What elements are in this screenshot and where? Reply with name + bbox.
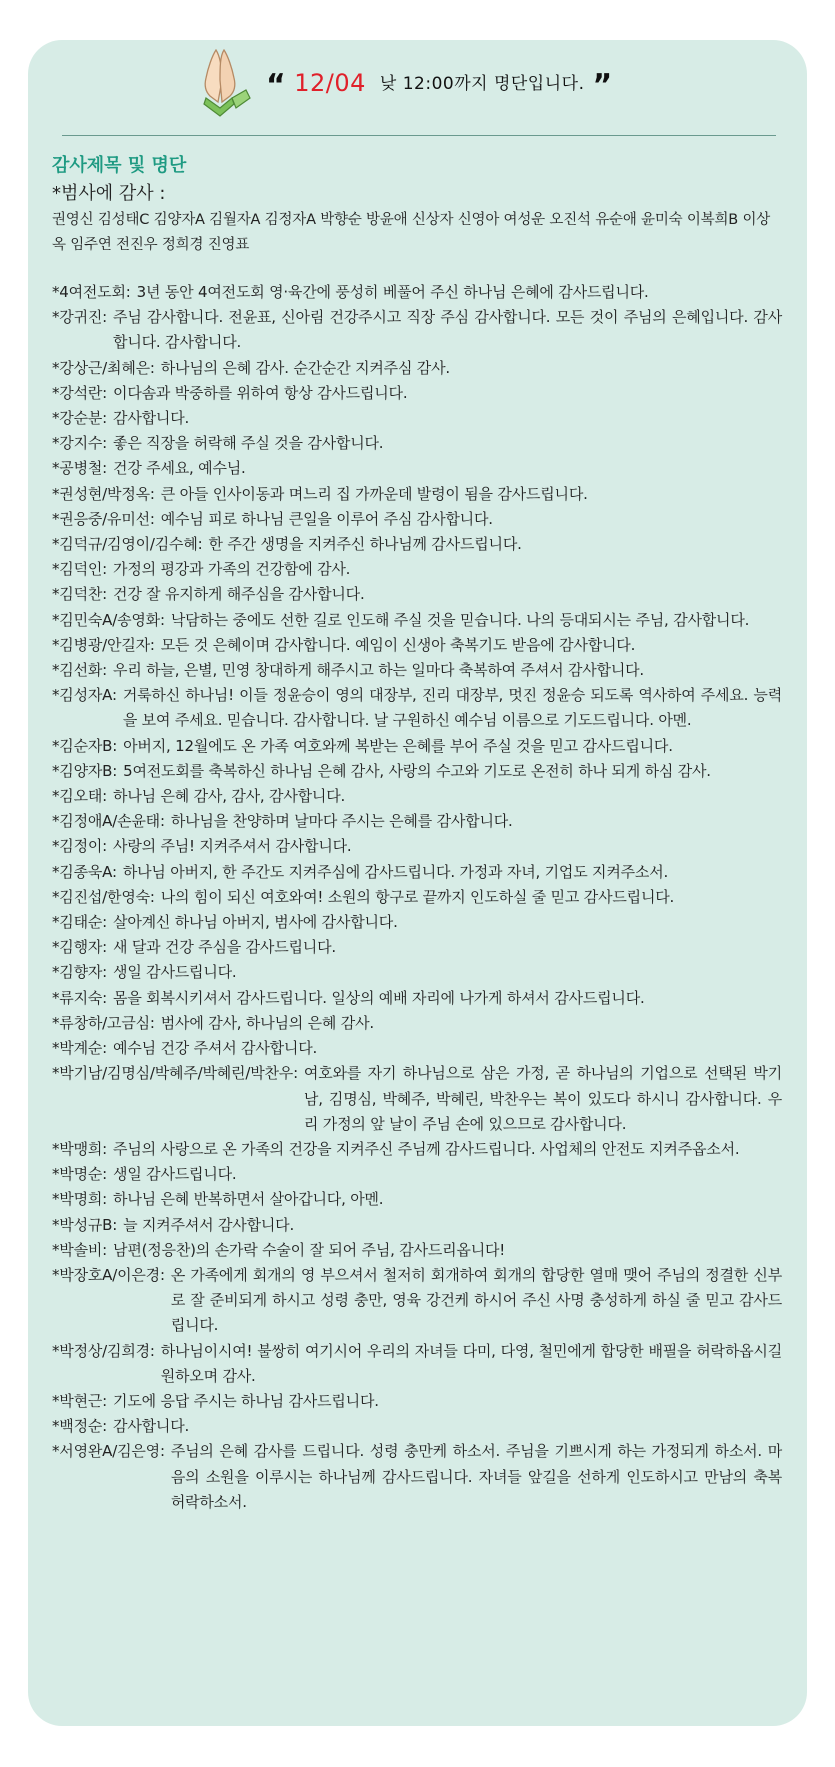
- entry-name: *박성규B:: [52, 1215, 118, 1234]
- prayer-entry: [52, 734, 782, 759]
- header: [28, 40, 807, 135]
- entry-name: *박장호A/이은경:: [52, 1265, 165, 1284]
- entry-name: *권응중/유미선:: [52, 509, 155, 528]
- prayer-entry: [52, 456, 782, 481]
- deadline-text: 낮 12:00까지 명단입니다.: [379, 74, 585, 94]
- prayer-entry: [52, 305, 782, 355]
- deadline-notice: [258, 68, 621, 103]
- entry-message: 하나님을 찬양하며 날마다 주시는 은혜를 감사합니다.: [170, 812, 513, 831]
- prayer-entry: [52, 482, 782, 507]
- entry-message: 주님의 은혜 감사를 드립니다. 성령 충만케 하소서. 주님을 기쁘시게 하는 가정되게 하소서. 마음의 소원을 이루시는 하나님께 감사드립니다. 자녀들 앞길을 선하게 인도하시고 만남의 축복 허락하소서.: [170, 1442, 782, 1511]
- prayer-entry: [52, 1389, 782, 1414]
- prayer-entry: [52, 1439, 782, 1515]
- prayer-entry: [52, 1263, 782, 1339]
- entry-message: 거룩하신 하나님! 이들 정윤승이 영의 대장부, 진리 대장부, 멋진 정윤승 되도록 역사하여 주세요. 능력을 보여 주세요. 믿습니다. 감사합니다. 날 구원하신 예수님 이름으로 기도드립니다. 아멘.: [122, 686, 782, 730]
- prayer-entry: [52, 1011, 782, 1036]
- prayer-entry: [52, 834, 782, 859]
- prayer-entry: [52, 1137, 782, 1162]
- entry-name: *김태순:: [52, 913, 108, 932]
- entry-name: *박기남/김명심/박혜주/박혜린/박찬우:: [52, 1064, 298, 1083]
- entry-message: 하나님이시여! 불쌍히 여기시어 우리의 자녀들 다미, 다영, 철민에게 합당한 배필을 허락하옵시길 원하오며 감사.: [160, 1341, 782, 1385]
- entry-name: *4여전도회:: [52, 283, 131, 301]
- entry-name: *박현근:: [52, 1391, 108, 1410]
- entry-name: *김민숙A/송영화:: [52, 610, 165, 629]
- section-subtitle: *범사에 감사 :: [52, 183, 166, 204]
- prayer-entry: [52, 507, 782, 532]
- entry-message: 5여전도회를 축복하신 하나님 은혜 감사, 사랑의 수고와 기도로 온전히 하나 되게 하심 감사.: [123, 761, 711, 780]
- entry-message: 3년 동안 4여전도회 영·육간에 풍성히 베풀어 주신 하나님 은혜에 감사드립니다.: [136, 283, 649, 301]
- prayer-entry: [52, 1061, 782, 1137]
- entry-name: *김오태:: [52, 787, 108, 806]
- entry-name: *김성자A:: [52, 686, 117, 705]
- entry-message: 나의 힘이 되신 여호와여! 소원의 항구로 끝까지 인도하실 줄 믿고 감사드립니다.: [160, 887, 675, 906]
- prayer-entry: [52, 935, 782, 960]
- entry-message: 남편(정응찬)의 손가락 수술이 잘 되어 주님, 감사드리옵니다!: [113, 1240, 506, 1259]
- thanks-names-list: 권영신 김성태C 김양자A 김월자A 김정자A 박향순 방윤애 신상자 신영아 여성운 오진석 유순애 윤미숙 이복희B 이상옥 임주연 전진우 정희경 진영표: [52, 212, 771, 253]
- prayer-entry: [52, 582, 782, 607]
- entry-message: 하나님 은혜 감사, 감사, 감사합니다.: [113, 787, 346, 806]
- entry-name: *강상근/최혜은:: [52, 358, 155, 377]
- prayer-entry: [52, 885, 782, 910]
- entry-message: 한 주간 생명을 지켜주신 하나님께 감사드립니다.: [208, 535, 522, 554]
- prayer-entry: [52, 759, 782, 784]
- prayer-entry: [52, 1238, 782, 1263]
- prayer-entry: [52, 910, 782, 935]
- entry-name: *박명순:: [52, 1165, 108, 1184]
- prayer-entry: [52, 986, 782, 1011]
- entry-name: *김순자B:: [52, 736, 118, 755]
- entry-message: 감사합니다.: [113, 409, 190, 428]
- entry-name: *김종욱A:: [52, 862, 117, 881]
- praying-hands-icon: [194, 46, 254, 118]
- section-title: 감사제목 및 명단: [52, 155, 187, 176]
- entry-name: *서영완A/김은영:: [52, 1442, 165, 1461]
- entry-message: 낙담하는 중에도 선한 길로 인도해 주실 것을 믿습니다. 나의 등대되시는 주님, 감사합니다.: [170, 610, 750, 629]
- entry-name: *강지수:: [52, 434, 108, 453]
- entry-name: *박맹희:: [52, 1139, 108, 1158]
- entry-name: *류지숙:: [52, 988, 108, 1007]
- entry-message: 범사에 감사, 하나님의 은혜 감사.: [160, 1013, 374, 1032]
- entry-message: 하나님 아버지, 한 주간도 지켜주심에 감사드립니다. 가정과 자녀, 기업도 지켜주소서.: [122, 862, 669, 881]
- entry-message: 온 가족에게 회개의 영 부으셔서 철저히 회개하여 회개의 합당한 열매 맺어 주님의 정결한 신부로 잘 준비되게 하시고 성령 충만, 영육 강건케 하시어 주신 사명 충성하게 하실 줄 믿고 감사드립니다.: [170, 1265, 782, 1335]
- entry-message: 사랑의 주님! 지켜주셔서 감사합니다.: [113, 837, 352, 856]
- prayer-entry: [52, 1414, 782, 1439]
- entry-message: 우리 하늘, 은별, 민영 창대하게 해주시고 하는 일마다 축복하여 주셔서 감사합니다.: [113, 661, 644, 680]
- prayer-entry: [52, 784, 782, 809]
- prayer-entry: [52, 1339, 782, 1389]
- deadline-date: 12/04: [294, 69, 366, 97]
- entry-name: *김병광/안길자:: [52, 635, 155, 654]
- prayer-entry: [52, 608, 782, 633]
- prayer-entry: [52, 557, 782, 582]
- entry-name: *김덕규/김영이/김수혜:: [52, 535, 203, 554]
- entry-name: *김덕인:: [52, 560, 108, 579]
- prayer-entry: [52, 860, 782, 885]
- entry-message: 아버지, 12월에도 온 가족 여호와께 복받는 은혜를 부어 주실 것을 믿고 감사드립니다.: [123, 736, 673, 755]
- prayer-entry: [52, 658, 782, 683]
- entry-name: *백정순:: [52, 1417, 108, 1436]
- open-quote: “: [266, 68, 287, 103]
- entry-message: 하나님의 은혜 감사. 순간순간 지켜주심 감사.: [160, 358, 450, 377]
- prayer-list-card: [28, 40, 807, 1726]
- entry-name: *김진섭/한영숙:: [52, 887, 155, 906]
- entry-message: 여호와를 자기 하나님으로 삼은 가정, 곧 하나님의 기업으로 선택된 박기남, 김명심, 박혜주, 박혜린, 박찬우는 복이 있도다 하시니 감사합니다. 우리 가정의 앞 날이 주님 손에 있으므로 감사합니다.: [303, 1064, 782, 1133]
- prayer-entry: [52, 431, 782, 456]
- entry-name: *김선화:: [52, 661, 108, 680]
- entry-message: 이다솜과 박중하를 위하여 항상 감사드립니다.: [113, 383, 408, 402]
- prayer-entry: [52, 683, 782, 733]
- close-quote: ”: [592, 68, 613, 103]
- entry-name: *강석란:: [52, 383, 108, 402]
- entry-message: 모든 것 은혜이며 감사합니다. 예임이 신생아 축복기도 받음에 감사합니다.: [160, 635, 636, 654]
- prayer-entry: [52, 1162, 782, 1187]
- entry-name: *박계순:: [52, 1039, 108, 1058]
- prayer-entry: [52, 1213, 782, 1238]
- entry-name: *류창하/고금심:: [52, 1013, 155, 1032]
- divider: [62, 135, 776, 136]
- entry-name: *김양자B:: [52, 761, 118, 780]
- prayer-entry: [52, 280, 782, 305]
- entry-message: 가정의 평강과 가족의 건강함에 감사.: [113, 560, 351, 579]
- entry-message: 예수님 피로 하나님 큰일을 이루어 주심 감사합니다.: [160, 509, 493, 528]
- entry-name: *권성현/박정옥:: [52, 484, 155, 503]
- entry-name: *김정이:: [52, 837, 108, 856]
- entry-message: 주님의 사랑으로 온 가족의 건강을 지켜주신 주님께 감사드립니다. 사업체의 안전도 지켜주옵소서.: [113, 1139, 740, 1158]
- prayer-entry: [52, 633, 782, 658]
- entry-name: *김정애A/손윤태:: [52, 812, 165, 831]
- entry-message: 주님 감사합니다. 전윤표, 신아림 건강주시고 직장 주심 감사합니다. 모든 것이 주님의 은혜입니다. 감사합니다. 감사합니다.: [113, 308, 782, 352]
- entry-name: *김덕찬:: [52, 585, 108, 604]
- entry-message: 좋은 직장을 허락해 주실 것을 감사합니다.: [113, 434, 384, 453]
- entry-message: 살아계신 하나님 아버지, 범사에 감사합니다.: [113, 913, 398, 932]
- entry-message: 하나님 은혜 반복하면서 살아갑니다, 아멘.: [113, 1190, 384, 1209]
- entry-name: *공병철:: [52, 459, 108, 478]
- prayer-entry: [52, 381, 782, 406]
- prayer-entry: [52, 532, 782, 557]
- entry-message: 감사합니다.: [113, 1417, 190, 1436]
- entry-name: *김행자:: [52, 938, 108, 957]
- entry-message: 큰 아들 인사이동과 며느리 집 가까운데 발령이 됨을 감사드립니다.: [160, 484, 588, 503]
- entry-message: 예수님 건강 주셔서 감사합니다.: [113, 1039, 318, 1058]
- entry-name: *박명희:: [52, 1190, 108, 1209]
- prayer-entry: [52, 356, 782, 381]
- prayer-entry: [52, 1036, 782, 1061]
- entry-message: 늘 지켜주셔서 감사합니다.: [123, 1215, 295, 1234]
- entry-message: 건강 주세요, 예수님.: [113, 459, 246, 478]
- entry-message: 기도에 응답 주시는 하나님 감사드립니다.: [113, 1391, 379, 1410]
- entry-message: 새 달과 건강 주심을 감사드립니다.: [113, 938, 336, 957]
- prayer-entry: [52, 1187, 782, 1212]
- prayer-entries: [52, 280, 782, 1515]
- entry-name: *김향자:: [52, 963, 108, 982]
- entry-message: 생일 감사드립니다.: [113, 1165, 237, 1184]
- entry-name: *강귀진:: [52, 308, 108, 327]
- entry-message: 생일 감사드립니다.: [113, 963, 237, 982]
- entry-name: *박솔비:: [52, 1240, 108, 1259]
- prayer-entry: [52, 406, 782, 431]
- entry-message: 건강 잘 유지하게 해주심을 감사합니다.: [113, 585, 365, 604]
- prayer-entry: [52, 809, 782, 834]
- entry-name: *박정상/김희경:: [52, 1341, 155, 1360]
- entry-message: 몸을 회복시키셔서 감사드립니다. 일상의 예배 자리에 나가게 하셔서 감사드립니다.: [113, 988, 645, 1007]
- prayer-entry: [52, 960, 782, 985]
- content: [52, 152, 782, 1515]
- entry-name: *강순분:: [52, 409, 108, 428]
